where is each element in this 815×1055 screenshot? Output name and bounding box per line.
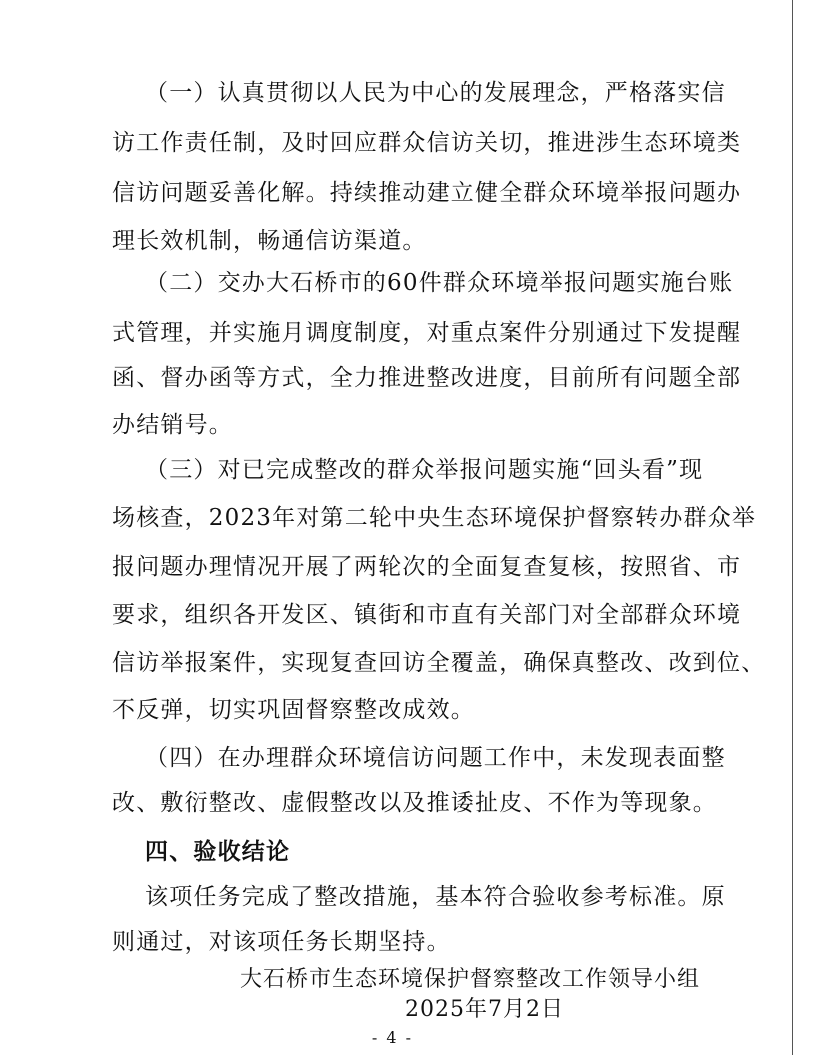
signature-organization: 大石桥市生态环境保护督察整改工作领导小组 xyxy=(240,967,701,992)
paragraph-1-line-4: 理长效机制，畅通信访渠道。 xyxy=(112,228,427,254)
paragraph-2-line-1: （二）交办大石桥市的60件群众环境举报问题实施台账 xyxy=(145,270,734,296)
page-number: - 4 - xyxy=(371,1028,414,1047)
paragraph-2-line-4: 办结销号。 xyxy=(112,412,233,438)
paragraph-2-line-3: 函、督办函等方式，全力推进整改进度，目前所有问题全部 xyxy=(112,365,742,391)
paragraph-1-line-3: 信访问题妥善化解。持续推动建立健全群众环境举报问题办 xyxy=(112,180,742,206)
paragraph-3-line-1: （三）对已完成整改的群众举报问题实施“回头看”现 xyxy=(145,457,704,483)
paragraph-3-line-5: 信访举报案件，实现复查回访全覆盖，确保真整改、改到位、 xyxy=(112,650,766,676)
section-heading: 四、验收结论 xyxy=(145,839,291,865)
paragraph-1-line-1: （一）认真贯彻以人民为中心的发展理念，严格落实信 xyxy=(145,80,726,106)
paragraph-4-line-1: （四）在办理群众环境信访问题工作中，未发现表面整 xyxy=(145,745,726,771)
paragraph-3-line-4: 要求，组织各开发区、镇街和市直有关部门对全部群众环境 xyxy=(112,602,742,628)
paragraph-3-line-6: 不反弹，切实巩固督察整改成效。 xyxy=(112,697,475,723)
conclusion-line-2: 则通过，对该项任务长期坚持。 xyxy=(112,929,451,955)
paragraph-1-line-2: 访工作责任制，及时回应群众信访关切，推进涉生态环境类 xyxy=(112,130,742,156)
paragraph-4-line-2: 改、敷衍整改、虚假整改以及推诿扯皮、不作为等现象。 xyxy=(112,790,717,816)
signature-date: 2025年7月2日 xyxy=(405,997,564,1022)
conclusion-line-1: 该项任务完成了整改措施，基本符合验收参考标准。原 xyxy=(145,884,726,910)
page-edge-rule xyxy=(792,0,793,1055)
paragraph-3-line-3: 报问题办理情况开展了两轮次的全面复查复核，按照省、市 xyxy=(112,554,742,580)
paragraph-3-line-2: 场核查，2023年对第二轮中央生态环境保护督察转办群众举 xyxy=(112,505,757,531)
paragraph-2-line-2: 式管理，并实施月调度制度，对重点案件分别通过下发提醒 xyxy=(112,320,742,346)
